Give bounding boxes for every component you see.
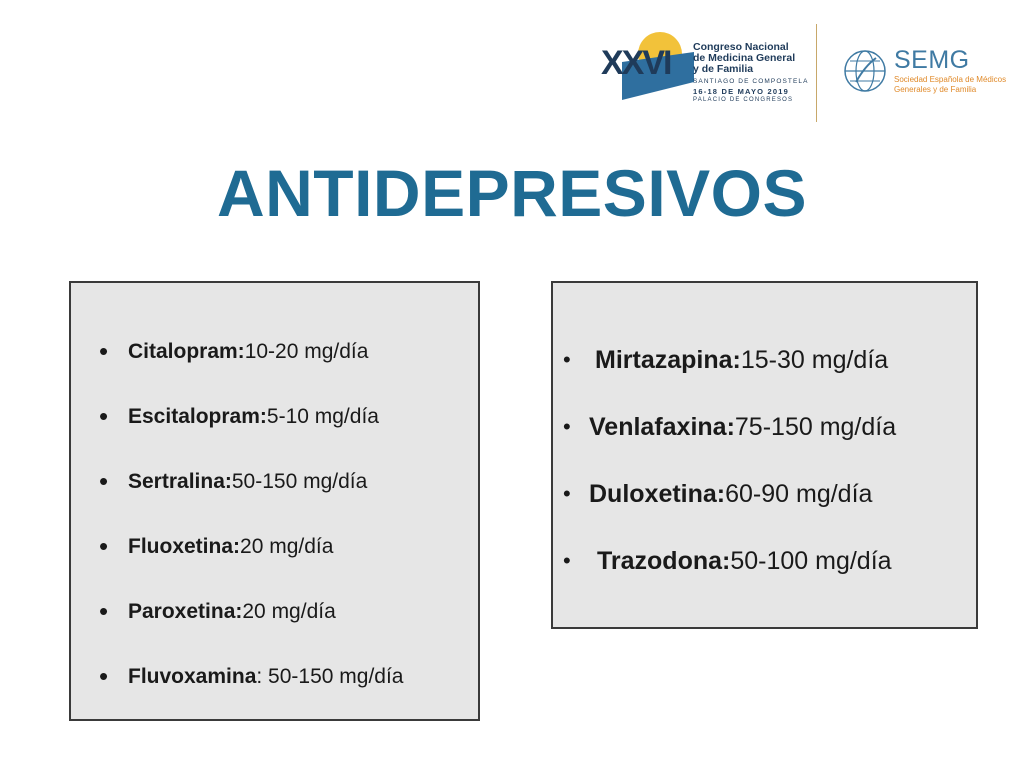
drug-dose: 20 mg/día bbox=[240, 535, 334, 558]
drug-dose: 50-150 mg/día bbox=[231, 470, 368, 493]
slide-title: ANTIDEPRESIVOS bbox=[216, 156, 808, 230]
drug-dose: 15-30 mg/día bbox=[740, 346, 889, 374]
other-antidepressants-box bbox=[551, 281, 978, 629]
svg-text:XXVI: XXVI bbox=[601, 44, 671, 82]
bullet-icon: • bbox=[99, 401, 109, 431]
drug-name: Fluvoxamina bbox=[128, 665, 257, 688]
congress-emblem-icon bbox=[598, 22, 694, 108]
list-item bbox=[99, 531, 403, 600]
drug-name: Venlafaxina: bbox=[589, 413, 735, 441]
congress-dates: 16-18 DE MAYO 2019 bbox=[693, 87, 789, 96]
drug-dose: 75-150 mg/día bbox=[734, 413, 897, 441]
congress-line-1: Congreso Nacional bbox=[693, 41, 789, 53]
list-item bbox=[99, 336, 403, 405]
semg-subtitle-2: Generales y de Familia bbox=[894, 85, 977, 94]
semg-subtitle-1: Sociedad Española de Médicos bbox=[894, 75, 1007, 84]
bullet-icon: • bbox=[99, 531, 109, 561]
bullet-icon: • bbox=[563, 414, 571, 439]
congress-city: SANTIAGO DE COMPOSTELA bbox=[693, 78, 809, 85]
bullet-icon: • bbox=[99, 661, 109, 691]
congress-venue: PALACIO DE CONGRESOS bbox=[693, 97, 794, 103]
bullet-icon: • bbox=[99, 466, 109, 496]
drug-name: Escitalopram: bbox=[128, 405, 267, 428]
drug-dose: 20 mg/día bbox=[242, 600, 336, 623]
ssri-box bbox=[69, 281, 480, 721]
drug-name: Citalopram: bbox=[128, 340, 245, 363]
drug-name: Trazodona: bbox=[597, 547, 731, 575]
logo-divider bbox=[816, 24, 817, 122]
list-item bbox=[99, 466, 403, 535]
list-item bbox=[563, 413, 896, 480]
congress-line-2: de Medicina General bbox=[693, 52, 796, 64]
bullet-icon: • bbox=[99, 336, 109, 366]
other-antidepressants-list bbox=[563, 346, 896, 614]
drug-dose: 60-90 mg/día bbox=[725, 480, 873, 508]
drug-name: Mirtazapina: bbox=[595, 346, 741, 374]
bullet-icon: • bbox=[563, 548, 571, 573]
drug-name: Fluoxetina: bbox=[128, 535, 241, 558]
congress-text bbox=[693, 41, 809, 104]
globe-icon bbox=[842, 48, 888, 94]
drug-name: Duloxetina: bbox=[589, 480, 726, 508]
semg-logo bbox=[842, 44, 1007, 100]
ssri-list bbox=[99, 336, 404, 730]
drug-name: Sertralina: bbox=[128, 470, 232, 493]
list-item bbox=[563, 346, 896, 413]
list-item bbox=[99, 596, 403, 665]
bullet-icon: • bbox=[99, 596, 109, 626]
bullet-icon: • bbox=[563, 481, 571, 506]
list-item bbox=[563, 480, 896, 547]
congress-logo bbox=[598, 22, 809, 108]
bullet-icon: • bbox=[563, 347, 571, 372]
drug-dose: 5-10 mg/día bbox=[266, 405, 379, 428]
congress-line-3: y de Familia bbox=[693, 63, 754, 75]
drug-dose: 10-20 mg/día bbox=[244, 340, 369, 363]
drug-name: Paroxetina: bbox=[128, 600, 243, 623]
drug-dose: 50-100 mg/día bbox=[730, 547, 892, 575]
semg-name: SEMG bbox=[894, 46, 970, 74]
list-item bbox=[99, 401, 403, 470]
drug-dose: : 50-150 mg/día bbox=[256, 665, 404, 688]
list-item bbox=[99, 661, 404, 730]
list-item bbox=[563, 547, 896, 614]
